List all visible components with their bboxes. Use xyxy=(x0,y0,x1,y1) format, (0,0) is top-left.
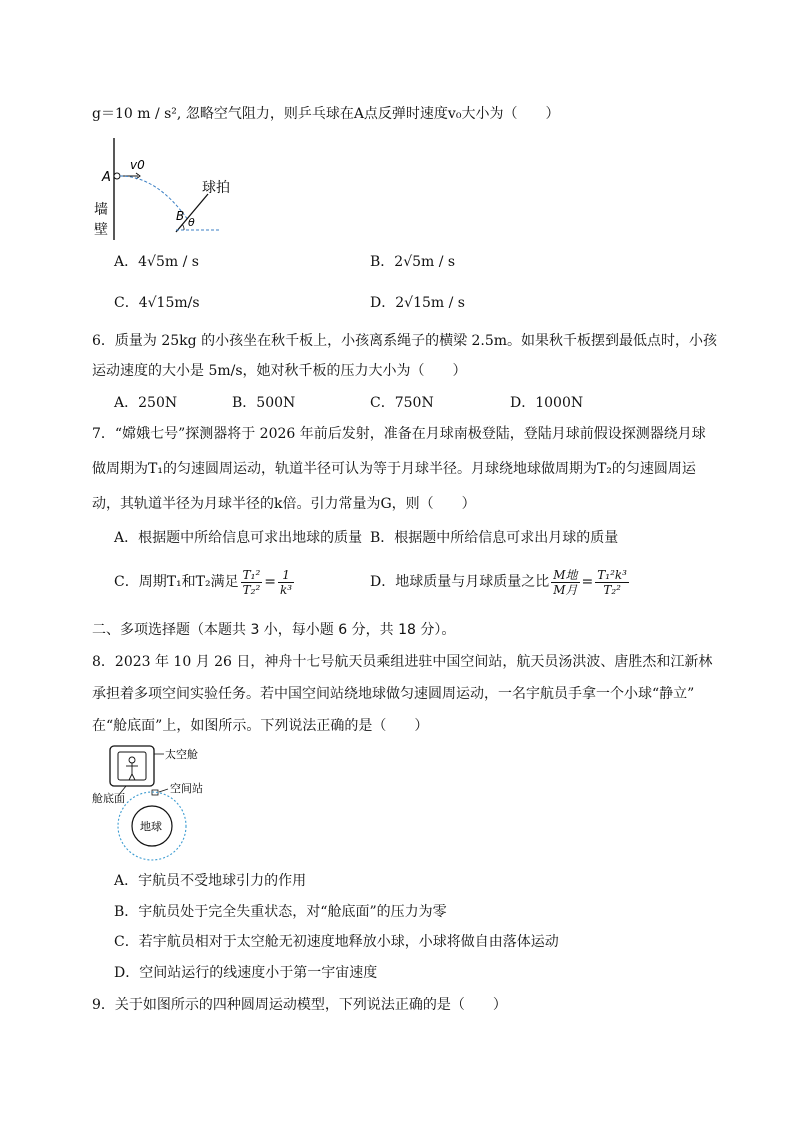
q8-stem-line-2: 承担着多项空间实验任务。若中国空间站绕地球做匀速圆周运动，一名宇航员手拿一个小球“静立” xyxy=(92,686,695,702)
q8-figure xyxy=(92,740,252,864)
q7-d-fraction-right: $\frac{\text{T₁²k³}}{\text{T₂²}}$ xyxy=(597,567,627,597)
q7-c-fraction-right: $\frac{1}{\text{k³}}$ xyxy=(279,567,293,597)
q8-option-d[interactable]: D．空间站运行的线速度小于第一宇宙速度 xyxy=(114,965,378,981)
q7-option-c[interactable]: C．周期T₁和T₂满足 $\frac{\text{T₁²}}{\text{T₂²}}$ = $\frac{1}{\text{k³}}$ xyxy=(114,567,293,597)
q6-option-d[interactable]: D．1000N xyxy=(510,395,584,411)
q5-option-d[interactable]: D．2√15m / s xyxy=(370,295,465,311)
q5-option-c[interactable]: C．4√15m/s xyxy=(114,295,200,311)
q7-d-fraction-left: $\frac{\text{M地}}{\text{M月}}$ xyxy=(553,567,578,597)
q7-stem-line-3: 动，其轨道半径为月球半径的k倍。引力常量为G，则（ ） xyxy=(92,496,476,512)
q5-option-b[interactable]: B．2√5m / s xyxy=(370,254,456,270)
q8-option-c[interactable]: C．若宇航员相对于太空舱无初速度地释放小球，小球将做自由落体运动 xyxy=(114,934,559,950)
q8-stem-line-3: 在“舱底面”上，如图所示。下列说法正确的是（ ） xyxy=(92,718,429,734)
q9-stem-line-1: 9．关于如图所示的四种圆周运动模型，下列说法正确的是（ ） xyxy=(92,997,507,1013)
section-heading: 二、多项选择题（本题共 3 小，每小题 6 分，共 18 分）。 xyxy=(92,622,456,638)
q6-option-a[interactable]: A．250N xyxy=(114,395,178,411)
label-wall-1: 墙 xyxy=(94,202,108,218)
q8-option-a[interactable]: A．宇航员不受地球引力的作用 xyxy=(114,873,307,889)
q7-option-a[interactable]: A．根据题中所给信息可求出地球的质量 xyxy=(114,530,363,546)
label-capsule: 太空舱 xyxy=(165,748,198,761)
astronaut-head xyxy=(129,757,135,763)
label-a: A xyxy=(102,170,111,185)
q5-option-a[interactable]: A．4√5m / s xyxy=(114,254,199,270)
q6-option-c[interactable]: C．750N xyxy=(370,395,434,411)
label-earth: 地球 xyxy=(140,820,162,833)
q5-stem-tail: g＝10 m / s², 忽略空气阻力，则乒乓球在A点反弹时速度v₀大小为（ ） xyxy=(92,106,560,122)
q6-stem-line-1: 6．质量为 25kg 的小孩坐在秋千板上，小孩离系绳子的横梁 2.5m。如果秋千板摆到最低点时，小孩 xyxy=(92,333,718,349)
label-racket: 球拍 xyxy=(202,180,230,196)
q5-figure xyxy=(92,136,252,244)
q7-stem-line-1: 7．“嫦娥七号”探测器将于 2026 年前后发射，准备在月球南极登陆，登陆月球前假设探测器绕月球 xyxy=(92,426,706,442)
q7-c-fraction-left: $\frac{\text{T₁²}}{\text{T₂²}}$ xyxy=(242,567,261,597)
label-v0: v0 xyxy=(130,158,145,172)
label-station: 空间站 xyxy=(170,782,203,795)
q7-option-b[interactable]: B．根据题中所给信息可求出月球的质量 xyxy=(370,530,619,546)
q6-option-b[interactable]: B．500N xyxy=(232,395,296,411)
label-floor: 舱底面 xyxy=(92,792,125,805)
label-wall-2: 壁 xyxy=(94,222,108,238)
q8-stem-line-1: 8．2023 年 10 月 26 日，神舟十七号航天员乘组进驻中国空间站，航天员汤洪波、唐胜杰和江新林 xyxy=(92,654,713,670)
label-theta: θ xyxy=(188,216,195,229)
ball-a xyxy=(114,173,120,179)
q8-option-b[interactable]: B．宇航员处于完全失重状态，对“舱底面”的压力为零 xyxy=(114,904,447,920)
q7-option-d[interactable]: D．地球质量与月球质量之比 $\frac{\text{M地}}{\text{M月}}$ = $\frac{\text{T₁²k³}}{\text{T₂²}}$ xyxy=(370,567,627,597)
q7-stem-line-2: 做周期为T₁的匀速圆周运动，轨道半径可认为等于月球半径。月球绕地球做周期为T₂的匀速圆周运 xyxy=(92,461,696,477)
label-b: B xyxy=(176,209,185,223)
q6-stem-line-2: 运动速度的大小是 5m/s，她对秋千板的压力大小为（ ） xyxy=(92,363,467,379)
